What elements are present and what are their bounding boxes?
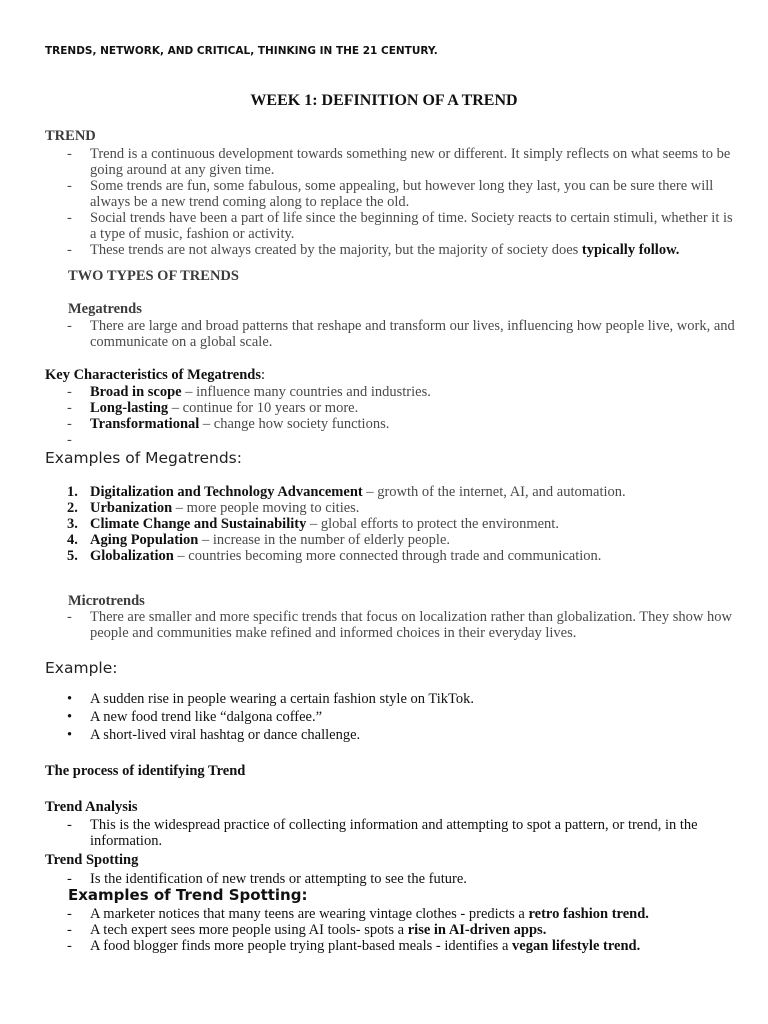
dash-marker: - xyxy=(67,871,72,887)
trend-spotting-list xyxy=(45,871,735,887)
dash-marker: - xyxy=(67,210,72,226)
list-item: - This is the widespread practice of collecting information and attempting to spot a pattern, or trend, in the information. xyxy=(67,817,698,849)
bullet-marker: • xyxy=(67,691,73,707)
list-item: - Transformational – change how society functions. xyxy=(67,416,390,432)
examples-spotting-list xyxy=(45,906,735,954)
megatrends-list xyxy=(45,318,735,350)
list-item: - Broad in scope – influence many countries and industries. xyxy=(67,384,431,400)
trend-heading: TREND xyxy=(45,128,96,144)
dash-marker: - xyxy=(67,178,72,194)
microtrends-heading: Microtrends xyxy=(68,593,145,609)
list-item: 5. Globalization – countries becoming more connected through trade and communication. xyxy=(67,548,602,564)
list-item: - Some trends are fun, some fabulous, some appealing, but however long they last, you can be sure there will always be a new trend coming along to replace the old. xyxy=(67,178,714,210)
list-item: - Is the identification of new trends or attempting to see the future. xyxy=(67,871,467,887)
bullet-marker: • xyxy=(67,727,73,743)
examples-megatrends-list xyxy=(45,484,735,564)
list-item: 1. Digitalization and Technology Advancement – growth of the internet, AI, and automation. xyxy=(67,484,626,500)
dash-marker: - xyxy=(67,400,72,416)
list-item: • A short-lived viral hashtag or dance challenge. xyxy=(67,727,361,743)
key-characteristics-list xyxy=(45,384,735,448)
dash-marker: - xyxy=(67,938,72,954)
examples-spotting-heading: Examples of Trend Spotting: xyxy=(68,886,308,904)
microtrends-list xyxy=(45,609,735,641)
trend-spotting-heading: Trend Spotting xyxy=(45,852,139,868)
dash-marker: - xyxy=(67,146,72,162)
dash-marker: - xyxy=(67,384,72,400)
key-characteristics-heading: Key Characteristics of Megatrends: xyxy=(45,367,265,383)
document-header: TRENDS, NETWORK, AND CRITICAL, THINKING IN THE 21 CENTURY. xyxy=(45,45,438,57)
dash-marker: - xyxy=(67,416,72,432)
trend-analysis-heading: Trend Analysis xyxy=(45,799,138,815)
dash-marker: - xyxy=(67,242,72,258)
list-item xyxy=(45,432,735,448)
list-item: 2. Urbanization – more people moving to cities. xyxy=(67,500,360,516)
dash-marker: - xyxy=(67,906,72,922)
dash-marker: - xyxy=(67,817,72,833)
example-list xyxy=(45,691,735,745)
list-item: - Social trends have been a part of life since the beginning of time. Society reacts to certain stimuli, whether it is a type of music, fashion or activity. xyxy=(67,210,733,242)
list-item: 3. Climate Change and Sustainability – global efforts to protect the environment. xyxy=(67,516,559,532)
list-item: - There are smaller and more specific trends that focus on localization rather than globalization. They show how people and communities make refined and informed choices in their everyday lives. xyxy=(67,609,732,641)
list-item: - A tech expert sees more people using AI tools- spots a rise in AI-driven apps. xyxy=(67,922,547,938)
dash-marker: - xyxy=(67,318,72,334)
list-item: - These trends are not always created by the majority, but the majority of society does typically follow. xyxy=(67,242,680,258)
examples-megatrends-heading: Examples of Megatrends: xyxy=(45,449,242,467)
example-heading: Example: xyxy=(45,659,118,677)
list-item: - Long-lasting – continue for 10 years or more. xyxy=(67,400,359,416)
list-item: 4. Aging Population – increase in the number of elderly people. xyxy=(67,532,451,548)
list-item: - There are large and broad patterns that reshape and transform our lives, influencing how people live, work, and communicate on a global scale. xyxy=(67,318,735,350)
process-heading: The process of identifying Trend xyxy=(45,763,246,779)
dash-marker: - xyxy=(67,922,72,938)
page-title: WEEK 1: DEFINITION OF A TREND xyxy=(250,92,518,109)
list-item: - Trend is a continuous development towards something new or different. It simply reflects on what seems to be going around at any given time. xyxy=(67,146,731,178)
dash-marker: - xyxy=(67,609,72,625)
trend-analysis-list xyxy=(45,817,735,849)
list-item: - A marketer notices that many teens are wearing vintage clothes - predicts a retro fashion trend. xyxy=(67,906,649,922)
list-item: - A food blogger finds more people trying plant-based meals - identifies a vegan lifestyle trend. xyxy=(67,938,641,954)
two-types-heading: TWO TYPES OF TRENDS xyxy=(68,268,239,284)
dash-marker: - xyxy=(67,432,72,448)
trend-list xyxy=(45,146,735,258)
list-item: • A new food trend like “dalgona coffee.” xyxy=(67,709,323,725)
megatrends-heading: Megatrends xyxy=(68,301,142,317)
list-item: • A sudden rise in people wearing a certain fashion style on TikTok. xyxy=(67,691,474,707)
bullet-marker: • xyxy=(67,709,73,725)
